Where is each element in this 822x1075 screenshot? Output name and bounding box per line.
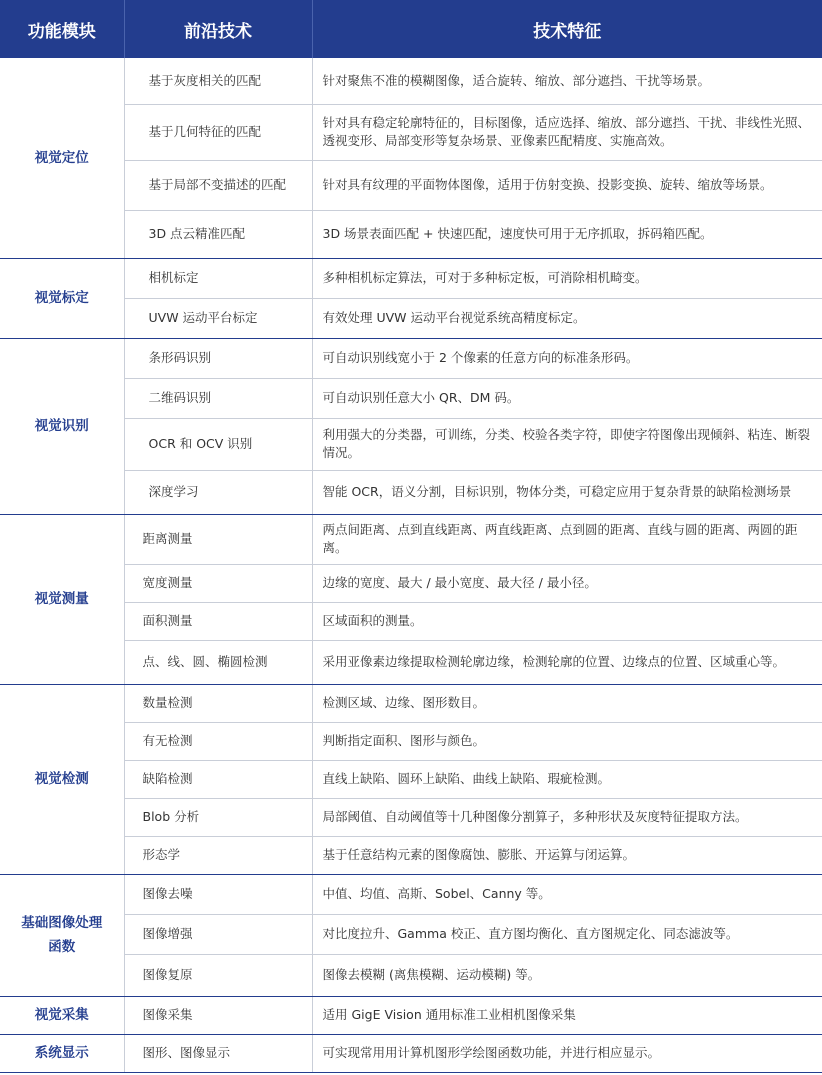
table-row — [0, 954, 822, 996]
module-cell: 视觉检测 — [0, 684, 124, 874]
table-row — [0, 210, 822, 258]
tech-cell: 二维码识别 — [124, 378, 312, 418]
feature-cell: 适用 GigE Vision 通用标准工业相机图像采集 — [312, 996, 822, 1034]
table-row — [0, 418, 822, 470]
tech-cell: 距离测量 — [124, 514, 312, 564]
table-row — [0, 378, 822, 418]
header-feature: 技术特征 — [312, 0, 822, 58]
table-row — [0, 914, 822, 954]
feature-cell: 区域面积的测量。 — [312, 602, 822, 640]
header-module: 功能模块 — [0, 0, 124, 58]
tech-cell: 基于几何特征的匹配 — [124, 104, 312, 160]
table-row — [0, 470, 822, 514]
tech-cell: 深度学习 — [124, 470, 312, 514]
table-row — [0, 996, 822, 1034]
table-row — [0, 1034, 822, 1072]
table-row — [0, 684, 822, 722]
table-row — [0, 298, 822, 338]
feature-cell: 利用强大的分类器，可训练，分类、校验各类字符，即使字符图像出现倾斜、粘连、断裂情况。 — [312, 418, 822, 470]
tech-cell: 图像增强 — [124, 914, 312, 954]
module-cell: 基础图像处理函数 — [0, 874, 124, 996]
feature-cell: 3D 场景表面匹配 + 快速匹配，速度快可用于无序抓取，拆码箱匹配。 — [312, 210, 822, 258]
feature-cell: 可自动识别线宽小于 2 个像素的任意方向的标准条形码。 — [312, 338, 822, 378]
table-row — [0, 836, 822, 874]
feature-cell: 边缘的宽度、最大 / 最小宽度、最大径 / 最小径。 — [312, 564, 822, 602]
tech-cell: UVW 运动平台标定 — [124, 298, 312, 338]
feature-cell: 可实现常用用计算机图形学绘图函数功能，并进行相应显示。 — [312, 1034, 822, 1072]
feature-cell: 局部阈值、自动阈值等十几种图像分割算子，多种形状及灰度特征提取方法。 — [312, 798, 822, 836]
module-cell: 视觉测量 — [0, 514, 124, 684]
table-body — [0, 58, 822, 1072]
feature-cell: 多种相机标定算法，可对于多种标定板，可消除相机畸变。 — [312, 258, 822, 298]
module-cell: 系统显示 — [0, 1034, 124, 1072]
tech-cell: 基于局部不变描述的匹配 — [124, 160, 312, 210]
feature-cell: 检测区域、边缘、图形数目。 — [312, 684, 822, 722]
feature-cell: 对比度拉升、Gamma 校正、直方图均衡化、直方图规定化、同态滤波等。 — [312, 914, 822, 954]
tech-cell: 形态学 — [124, 836, 312, 874]
tech-cell: 条形码识别 — [124, 338, 312, 378]
table-row — [0, 640, 822, 684]
header-tech: 前沿技术 — [124, 0, 312, 58]
table-row — [0, 160, 822, 210]
module-cell: 视觉采集 — [0, 996, 124, 1034]
tech-cell: 面积测量 — [124, 602, 312, 640]
tech-cell: 点、线、圆、椭圆检测 — [124, 640, 312, 684]
table-row — [0, 722, 822, 760]
feature-cell: 图像去模糊 (离焦模糊、运动模糊) 等。 — [312, 954, 822, 996]
table-header-row — [0, 0, 822, 58]
tech-cell: 基于灰度相关的匹配 — [124, 58, 312, 104]
feature-cell: 中值、均值、高斯、Sobel、Canny 等。 — [312, 874, 822, 914]
tech-cell: 图像采集 — [124, 996, 312, 1034]
table-row — [0, 514, 822, 564]
feature-cell: 有效处理 UVW 运动平台视觉系统高精度标定。 — [312, 298, 822, 338]
feature-cell: 判断指定面积、图形与颜色。 — [312, 722, 822, 760]
tech-cell: Blob 分析 — [124, 798, 312, 836]
tech-cell: 图像去噪 — [124, 874, 312, 914]
tech-cell: 图像复原 — [124, 954, 312, 996]
module-cell: 视觉标定 — [0, 258, 124, 338]
tech-cell: 图形、图像显示 — [124, 1034, 312, 1072]
feature-cell: 智能 OCR，语义分割，目标识别，物体分类，可稳定应用于复杂背景的缺陷检测场景 — [312, 470, 822, 514]
table-row — [0, 874, 822, 914]
table-row — [0, 104, 822, 160]
module-cell: 视觉识别 — [0, 338, 124, 514]
tech-cell: 3D 点云精准匹配 — [124, 210, 312, 258]
tech-cell: 有无检测 — [124, 722, 312, 760]
feature-cell: 可自动识别任意大小 QR、DM 码。 — [312, 378, 822, 418]
feature-cell: 两点间距离、点到直线距离、两直线距离、点到圆的距离、直线与圆的距离、两圆的距离。 — [312, 514, 822, 564]
table-row — [0, 798, 822, 836]
tech-cell: 相机标定 — [124, 258, 312, 298]
feature-cell: 针对具有稳定轮廓特征的，目标图像，适应选择、缩放、部分遮挡、干扰、非线性光照、透视变形、局部变形等复杂场景、亚像素匹配精度、实施高效。 — [312, 104, 822, 160]
feature-cell: 采用亚像素边缘提取检测轮廓边缘，检测轮廓的位置、边缘点的位置、区域重心等。 — [312, 640, 822, 684]
table-row — [0, 338, 822, 378]
table-row — [0, 258, 822, 298]
feature-cell: 基于任意结构元素的图像腐蚀、膨胀、开运算与闭运算。 — [312, 836, 822, 874]
tech-cell: 缺陷检测 — [124, 760, 312, 798]
feature-cell: 针对具有纹理的平面物体图像，适用于仿射变换、投影变换、旋转、缩放等场景。 — [312, 160, 822, 210]
feature-cell: 针对聚焦不准的模糊图像，适合旋转、缩放、部分遮挡、干扰等场景。 — [312, 58, 822, 104]
tech-cell: 数量检测 — [124, 684, 312, 722]
tech-cell: 宽度测量 — [124, 564, 312, 602]
table-row — [0, 760, 822, 798]
table-row — [0, 602, 822, 640]
feature-cell: 直线上缺陷、圆环上缺陷、曲线上缺陷、瑕疵检测。 — [312, 760, 822, 798]
tech-cell: OCR 和 OCV 识别 — [124, 418, 312, 470]
module-cell: 视觉定位 — [0, 58, 124, 258]
table-row — [0, 58, 822, 104]
table-row — [0, 564, 822, 602]
